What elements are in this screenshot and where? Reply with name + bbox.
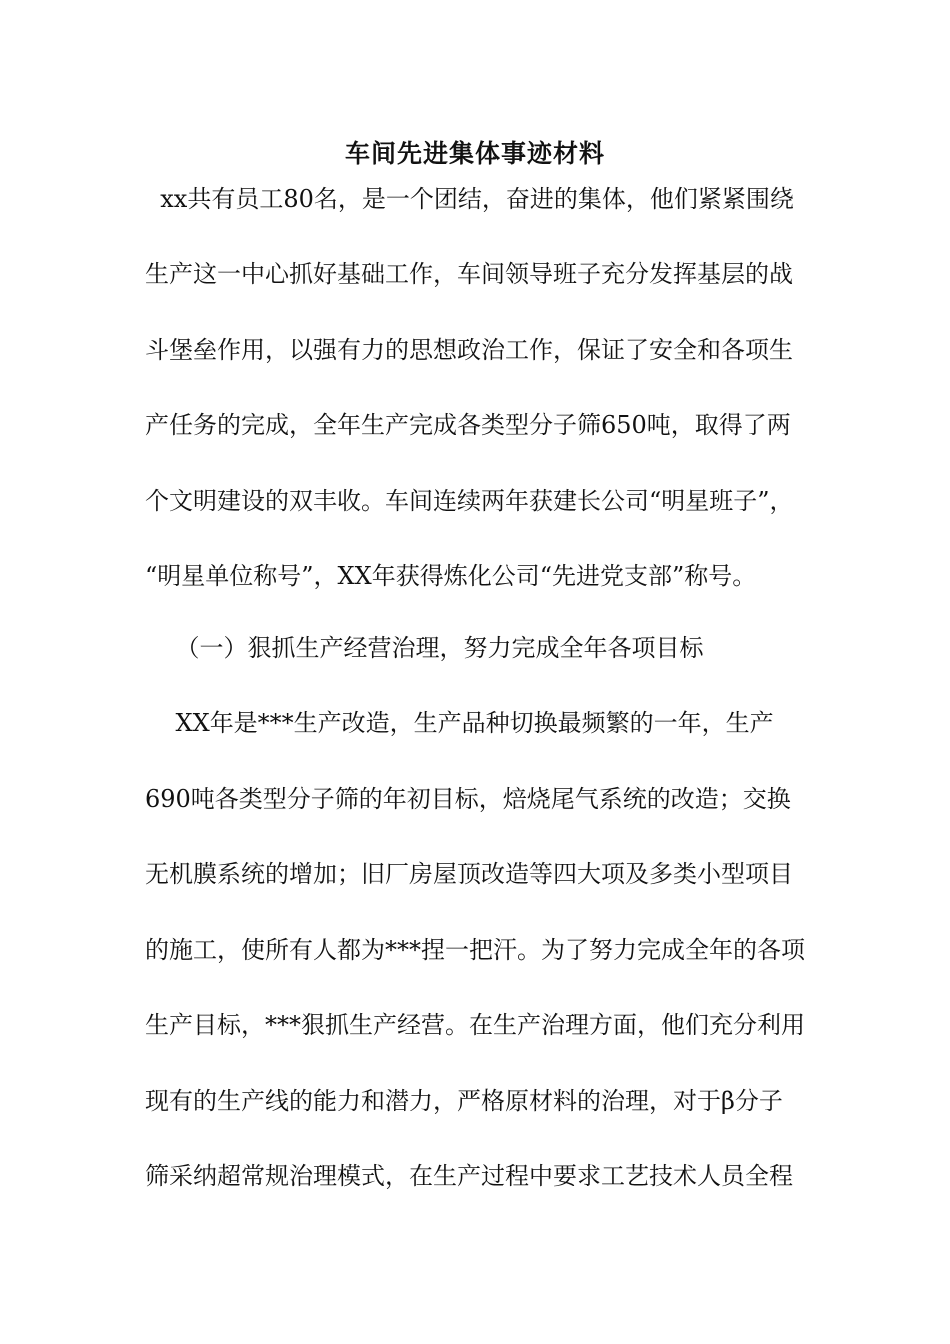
paragraph-line: xx共有员工80名，是一个团结，奋进的集体，他们紧紧围绕 (145, 185, 794, 213)
paragraph-line: 生产这一中心抓好基础工作，车间领导班子充分发挥基层的战 (145, 260, 793, 288)
paragraph-line: 生产目标，***狠抓生产经营。在生产治理方面，他们充分利用 (145, 1011, 805, 1039)
paragraph-line: 斗堡垒作用，以强有力的思想政治工作，保证了安全和各项生 (145, 336, 793, 364)
paragraph-line: 690吨各类型分子筛的年初目标，焙烧尾气系统的改造；交换 (145, 785, 791, 813)
paragraph-line: 无机膜系统的增加；旧厂房屋顶改造等四大项及多类小型项目 (145, 860, 793, 888)
paragraph-line: 现有的生产线的能力和潜力，严格原材料的治理，对于β分子 (145, 1087, 783, 1115)
paragraph-line: 个文明建设的双丰收。车间连续两年获建长公司“明星班子”， (145, 487, 794, 515)
paragraph-line: XX年是***生产改造，生产品种切换最频繁的一年，生产 (145, 709, 774, 737)
paragraph-line: 产任务的完成，全年生产完成各类型分子筛650吨，取得了两 (145, 411, 791, 439)
document-title: 车间先进集体事迹材料 (344, 139, 605, 168)
paragraph-line: 筛采纳超常规治理模式，在生产过程中要求工艺技术人员全程 (145, 1162, 793, 1190)
section-heading: （一）狠抓生产经营治理，努力完成全年各项目标 (145, 634, 704, 662)
paragraph-line: 的施工，使所有人都为***捏一把汗。为了努力完成全年的各项 (145, 936, 805, 964)
paragraph-line: “明星单位称号”，XX年获得炼化公司“先进党支部”称号。 (145, 562, 757, 590)
